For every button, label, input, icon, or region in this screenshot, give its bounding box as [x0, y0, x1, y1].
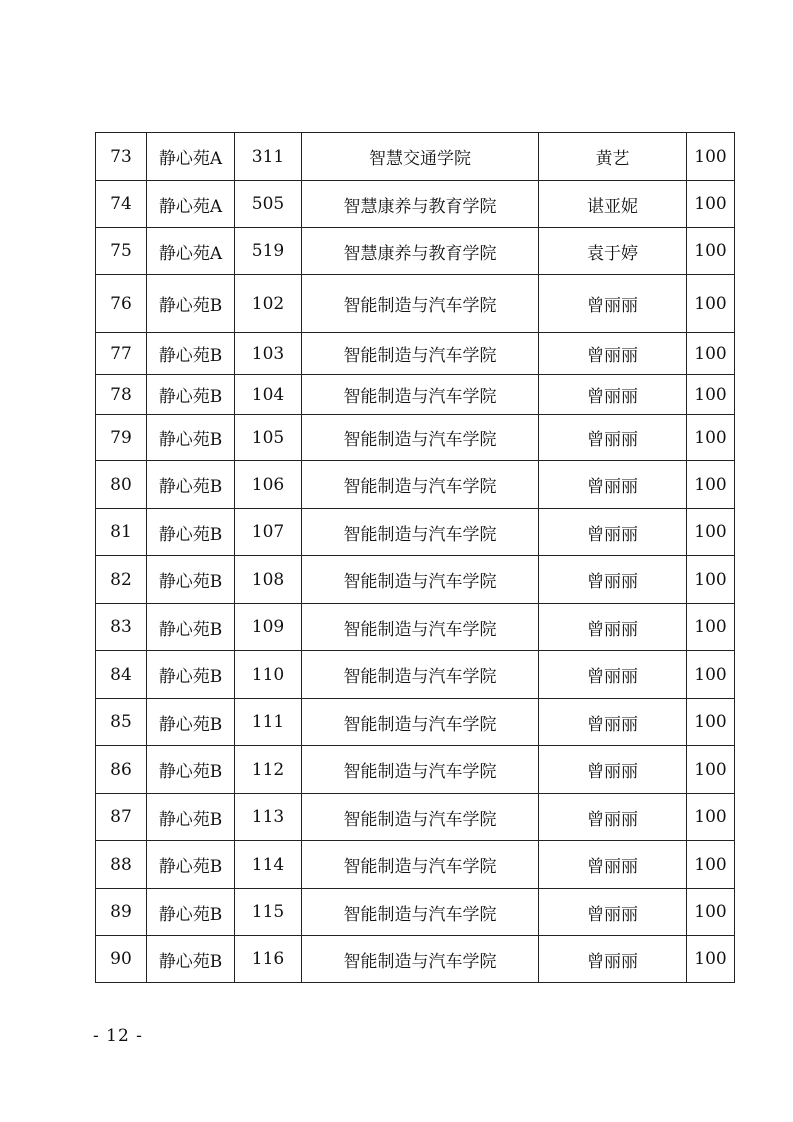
cell-college: 智能制造与汽车学院	[302, 889, 539, 936]
cell-score: 100	[687, 133, 735, 181]
cell-number: 90	[96, 936, 147, 983]
cell-person: 曾丽丽	[539, 746, 687, 794]
cell-number: 73	[96, 133, 147, 181]
cell-room: 505	[235, 181, 302, 228]
cell-building: 静心苑A	[147, 181, 235, 228]
cell-college: 智能制造与汽车学院	[302, 375, 539, 415]
table-row	[96, 604, 735, 651]
cell-number: 86	[96, 746, 147, 794]
cell-person: 曾丽丽	[539, 509, 687, 556]
cell-room: 311	[235, 133, 302, 181]
cell-room: 103	[235, 333, 302, 375]
cell-building: 静心苑B	[147, 604, 235, 651]
cell-number: 79	[96, 415, 147, 461]
cell-number: 81	[96, 509, 147, 556]
cell-building: 静心苑B	[147, 889, 235, 936]
cell-score: 100	[687, 841, 735, 889]
cell-number: 78	[96, 375, 147, 415]
table-row	[96, 841, 735, 889]
cell-building: 静心苑A	[147, 133, 235, 181]
cell-college: 智能制造与汽车学院	[302, 275, 539, 333]
cell-person: 曾丽丽	[539, 841, 687, 889]
cell-score: 100	[687, 556, 735, 604]
cell-room: 105	[235, 415, 302, 461]
cell-room: 115	[235, 889, 302, 936]
cell-score: 100	[687, 604, 735, 651]
cell-number: 85	[96, 699, 147, 746]
cell-score: 100	[687, 228, 735, 275]
cell-building: 静心苑B	[147, 746, 235, 794]
cell-college: 智能制造与汽车学院	[302, 936, 539, 983]
cell-person: 袁于婷	[539, 228, 687, 275]
cell-person: 曾丽丽	[539, 333, 687, 375]
cell-score: 100	[687, 375, 735, 415]
cell-room: 109	[235, 604, 302, 651]
cell-room: 116	[235, 936, 302, 983]
cell-score: 100	[687, 181, 735, 228]
cell-room: 519	[235, 228, 302, 275]
cell-college: 智能制造与汽车学院	[302, 415, 539, 461]
dormitory-score-table	[95, 132, 735, 983]
cell-college: 智慧康养与教育学院	[302, 181, 539, 228]
cell-building: 静心苑B	[147, 556, 235, 604]
cell-room: 107	[235, 509, 302, 556]
cell-college: 智能制造与汽车学院	[302, 556, 539, 604]
cell-building: 静心苑B	[147, 375, 235, 415]
table-row	[96, 651, 735, 699]
cell-number: 88	[96, 841, 147, 889]
cell-building: 静心苑B	[147, 415, 235, 461]
table-body	[96, 133, 735, 983]
cell-score: 100	[687, 275, 735, 333]
cell-room: 106	[235, 461, 302, 509]
cell-person: 黄艺	[539, 133, 687, 181]
cell-number: 87	[96, 794, 147, 841]
table-row	[96, 275, 735, 333]
cell-score: 100	[687, 415, 735, 461]
cell-college: 智能制造与汽车学院	[302, 651, 539, 699]
cell-number: 83	[96, 604, 147, 651]
cell-college: 智能制造与汽车学院	[302, 333, 539, 375]
cell-room: 108	[235, 556, 302, 604]
cell-number: 80	[96, 461, 147, 509]
cell-room: 113	[235, 794, 302, 841]
cell-college: 智能制造与汽车学院	[302, 794, 539, 841]
page-number: - 12 -	[93, 1026, 143, 1046]
table-row	[96, 699, 735, 746]
cell-person: 曾丽丽	[539, 794, 687, 841]
table-row	[96, 333, 735, 375]
cell-room: 110	[235, 651, 302, 699]
cell-college: 智能制造与汽车学院	[302, 509, 539, 556]
cell-score: 100	[687, 936, 735, 983]
cell-building: 静心苑B	[147, 509, 235, 556]
cell-number: 82	[96, 556, 147, 604]
cell-number: 77	[96, 333, 147, 375]
table-row	[96, 794, 735, 841]
cell-building: 静心苑B	[147, 841, 235, 889]
cell-building: 静心苑B	[147, 794, 235, 841]
table-row	[96, 936, 735, 983]
cell-number: 75	[96, 228, 147, 275]
cell-score: 100	[687, 889, 735, 936]
table-row	[96, 181, 735, 228]
cell-college: 智能制造与汽车学院	[302, 841, 539, 889]
cell-person: 曾丽丽	[539, 699, 687, 746]
cell-number: 89	[96, 889, 147, 936]
table-row	[96, 461, 735, 509]
cell-building: 静心苑B	[147, 936, 235, 983]
cell-person: 谌亚妮	[539, 181, 687, 228]
cell-building: 静心苑B	[147, 333, 235, 375]
table-row	[96, 556, 735, 604]
cell-number: 74	[96, 181, 147, 228]
table-row	[96, 889, 735, 936]
cell-room: 114	[235, 841, 302, 889]
cell-room: 102	[235, 275, 302, 333]
table-row	[96, 415, 735, 461]
cell-college: 智能制造与汽车学院	[302, 604, 539, 651]
cell-score: 100	[687, 651, 735, 699]
cell-building: 静心苑A	[147, 228, 235, 275]
cell-score: 100	[687, 794, 735, 841]
cell-room: 112	[235, 746, 302, 794]
cell-college: 智能制造与汽车学院	[302, 746, 539, 794]
cell-person: 曾丽丽	[539, 275, 687, 333]
cell-person: 曾丽丽	[539, 936, 687, 983]
table-row	[96, 133, 735, 181]
cell-college: 智慧康养与教育学院	[302, 228, 539, 275]
cell-room: 104	[235, 375, 302, 415]
table-row	[96, 509, 735, 556]
cell-person: 曾丽丽	[539, 375, 687, 415]
cell-college: 智能制造与汽车学院	[302, 461, 539, 509]
cell-person: 曾丽丽	[539, 556, 687, 604]
cell-building: 静心苑B	[147, 699, 235, 746]
cell-building: 静心苑B	[147, 651, 235, 699]
cell-score: 100	[687, 461, 735, 509]
cell-college: 智能制造与汽车学院	[302, 699, 539, 746]
cell-room: 111	[235, 699, 302, 746]
cell-person: 曾丽丽	[539, 604, 687, 651]
cell-person: 曾丽丽	[539, 415, 687, 461]
cell-score: 100	[687, 509, 735, 556]
cell-person: 曾丽丽	[539, 889, 687, 936]
cell-number: 84	[96, 651, 147, 699]
cell-college: 智慧交通学院	[302, 133, 539, 181]
cell-building: 静心苑B	[147, 275, 235, 333]
cell-person: 曾丽丽	[539, 461, 687, 509]
cell-score: 100	[687, 699, 735, 746]
cell-score: 100	[687, 333, 735, 375]
cell-building: 静心苑B	[147, 461, 235, 509]
table-row	[96, 228, 735, 275]
table-row	[96, 746, 735, 794]
cell-number: 76	[96, 275, 147, 333]
cell-score: 100	[687, 746, 735, 794]
table-row	[96, 375, 735, 415]
cell-person: 曾丽丽	[539, 651, 687, 699]
